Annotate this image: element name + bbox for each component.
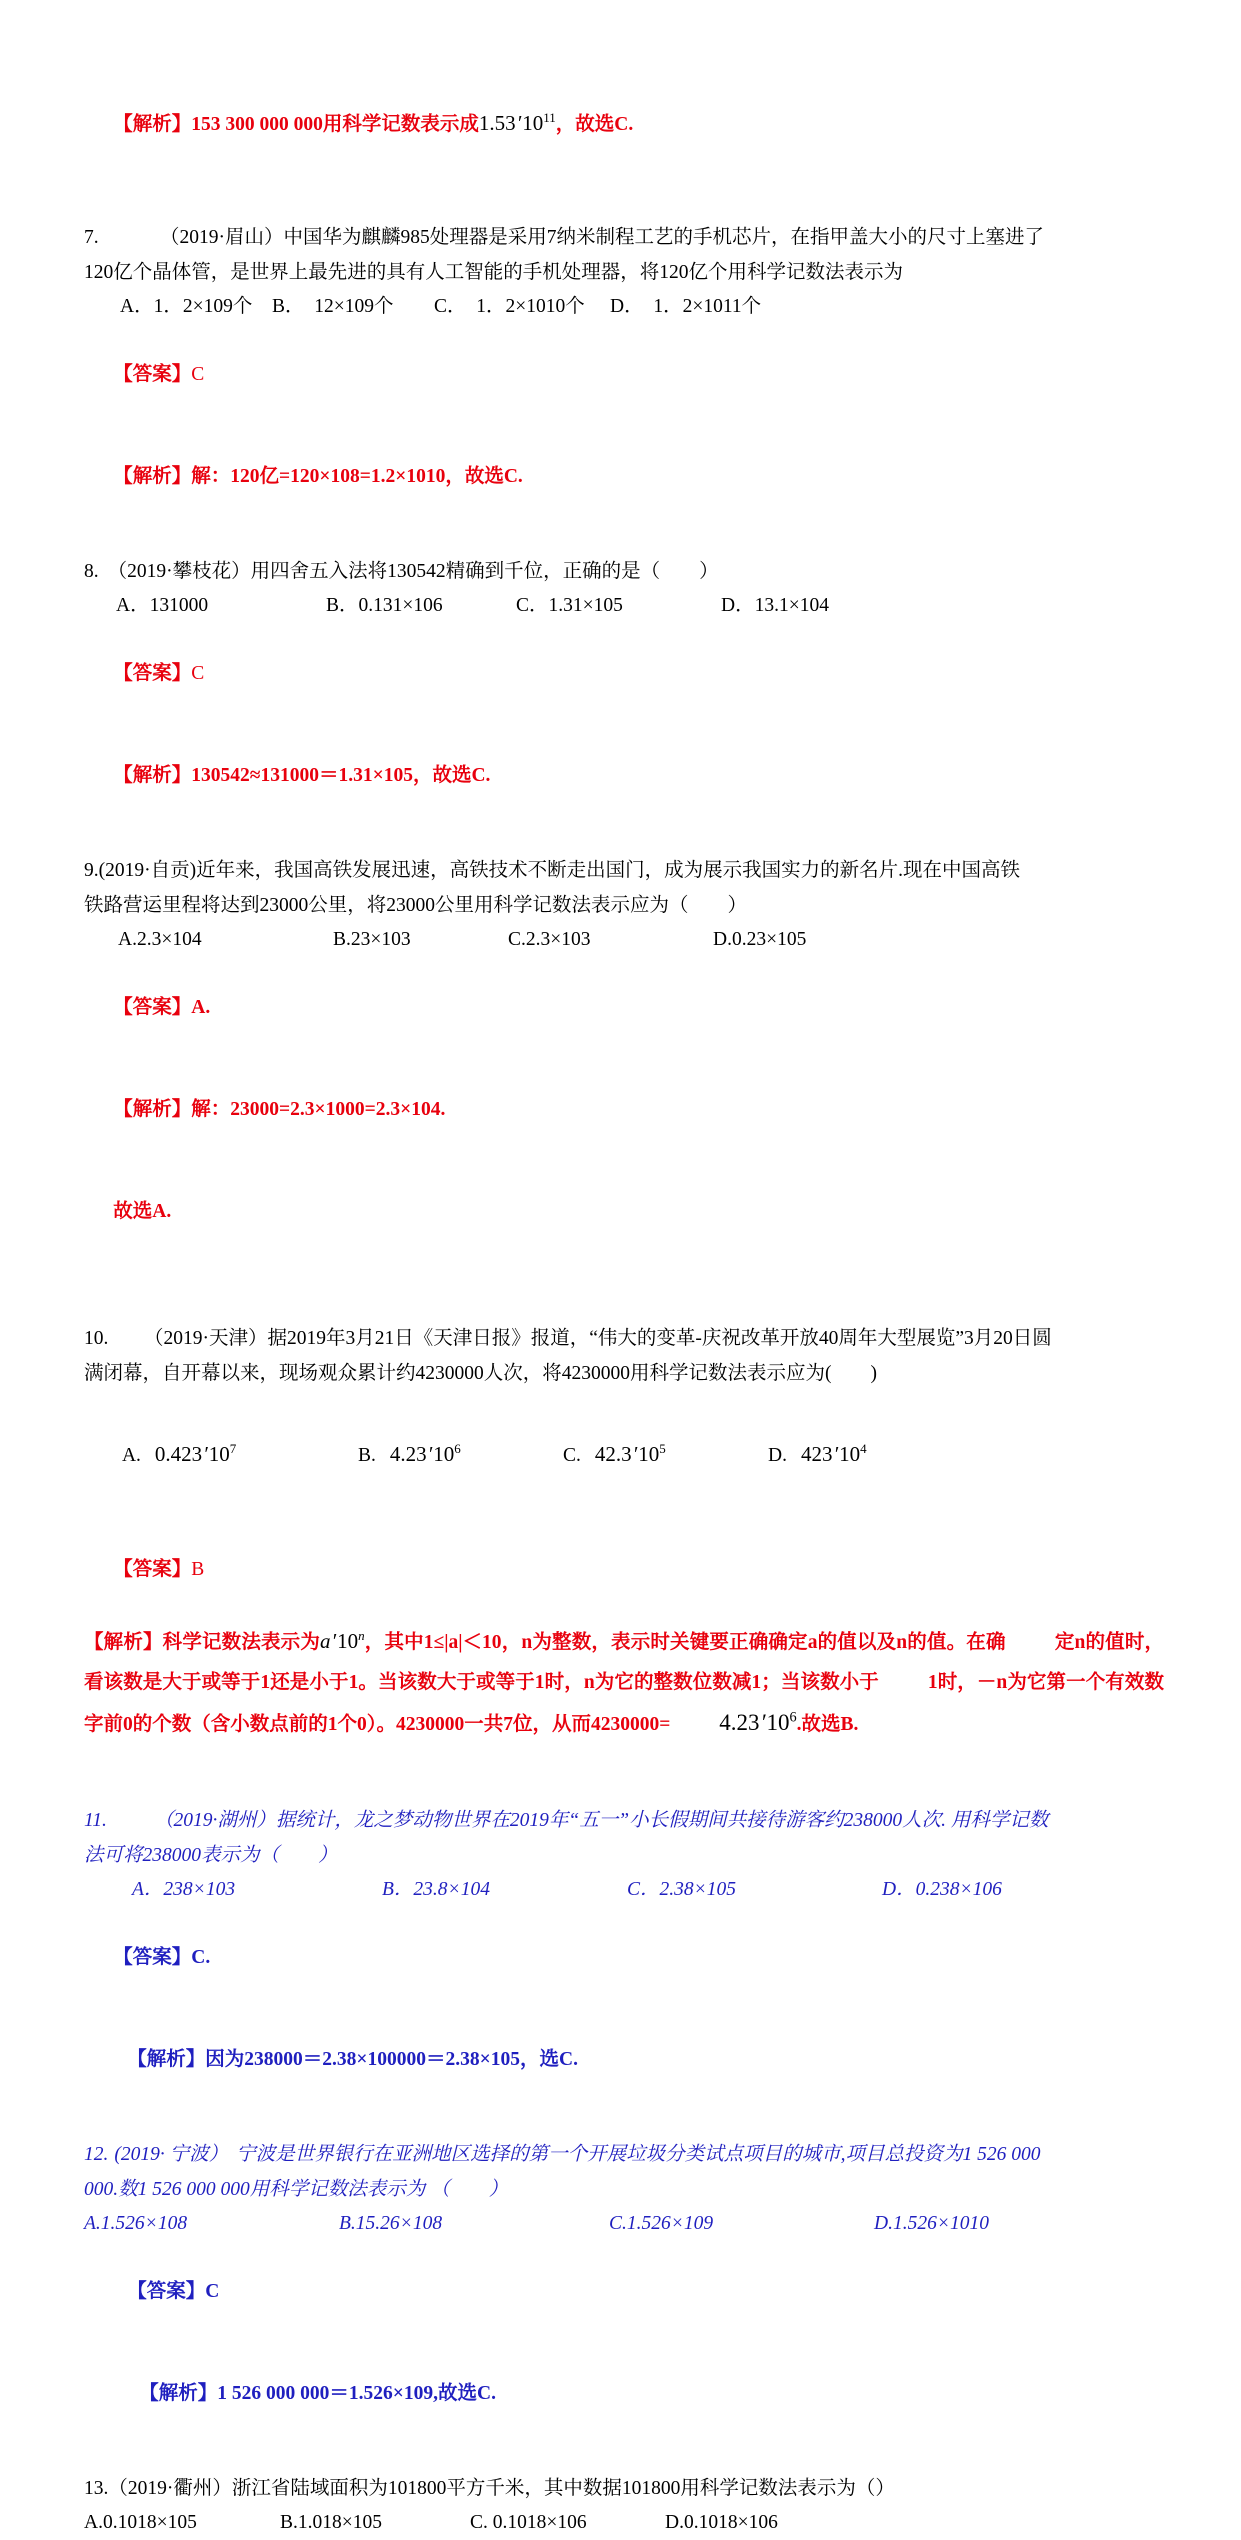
question-9-answer [84,957,1164,1059]
answer-label: 【答案】 [113,1559,192,1580]
option-a[interactable]: A.1.526×108 [84,2213,188,2234]
spacer [84,2111,1164,2137]
option-c-formula: $42.3'10^5$ [594,1441,666,1466]
question-12-stem-cont: 000.数1 526 000 000用科学记数法表示为 （ ） [84,2179,509,2200]
option-c[interactable]: C.2.3×103 [508,929,591,950]
option-d[interactable]: D.0.23×105 [713,929,807,950]
analysis-part-1: 科学记数法表示为 [162,1632,320,1653]
analysis-part-2: ，其中1≤|a|＜10，n为整数，表示时关键要正确确定a的值以及n的值。在确 [364,1632,1006,1653]
analysis-text-before: 153 300 000 000用科学记数表示成 [191,114,479,135]
question-13-stem-line1: 浙江省陆域面积为101800平方千米，其中数据101800用科学记数法表示为（） [231,2478,895,2499]
question-9-stem-line1: 近年来，我国高铁发展迅速，高铁技术不断走出国门，成为展示我国实力的新名片.现在中国高铁 [196,860,1020,881]
analysis-label: 【解析】 [113,765,192,786]
question-11-stem-line1: 据统计，龙之梦动物世界在2019年“五一”小长假期间共接待游客约238000人次. 用科学记数 [275,1810,1049,1831]
question-13-options [84,2506,1164,2540]
option-c[interactable]: C．2.38×105 [627,1879,737,1900]
question-10-analysis [84,1621,1164,1745]
question-10-options [84,1391,1164,1519]
answer-label: 【答案】 [113,364,192,385]
question-9-source: (2019·自贡) [98,860,197,881]
question-13-stem [84,2471,1164,2506]
analysis-text-after: ，故选C. [555,114,634,135]
option-a-letter: A. [121,1445,141,1466]
scientific-notation-formula: $1.53'10^{11}$ [478,110,556,135]
question-9-stem [84,853,1164,888]
option-b[interactable]: B． 12×109个 [272,296,394,317]
answer-label: 【答案】 [113,1947,192,1968]
option-d[interactable]: D． 1．2×1011个 [610,296,762,317]
option-b[interactable]: B.15.26×108 [339,2213,443,2234]
question-7-stem [84,220,1164,255]
option-c[interactable]: C． 1．2×1010个 [434,296,585,317]
question-8-options [84,589,1164,623]
question-9-analysis [84,1059,1164,1161]
analysis-label: 【解析】 [84,1632,163,1653]
document-content [84,72,1164,2540]
question-11-stem-cont: 法可将238000表示为（ ） [84,1845,338,1866]
answer-value: B [191,1559,205,1580]
question-9-analysis-cont: 故选A. [113,1201,172,1222]
question-12-number: 12. [84,2144,109,2165]
question-8-stem [84,554,1164,589]
question-12-analysis [84,2343,1164,2445]
question-10-source: （2019·天津） [144,1328,268,1349]
question-10-stem-cont: 满闭幕，自开幕以来，现场观众累计约4230000人次，将4230000用科学记数法表示应为( ) [84,1363,877,1384]
question-7-answer [84,324,1164,426]
question-8-analysis [84,725,1164,827]
answer-value: C [191,364,205,385]
option-a[interactable]: A．131000 [116,595,209,616]
spacer [84,528,1164,554]
spacer [84,1263,1164,1321]
analysis-label: 【解析】 [113,114,192,135]
option-c[interactable]: C. 0.1018×106 [470,2512,587,2533]
question-12-source: (2019· 宁波） [114,2144,229,2165]
option-a[interactable]: A.0.1018×105 [84,2512,197,2533]
analysis-part-4: 1时，－n为它第一个有效数字前0的个数（含小数点前的1个0）。4230000一共7位，从而4230000= [84,1672,1164,1735]
question-8-source: （2019·攀枝花） [107,561,251,582]
option-a[interactable] [84,1391,319,1519]
question-10-number: 10. [84,1328,109,1349]
analysis-text: 解：120亿=120×108=1.2×1010，故选C. [191,466,523,487]
spacer [84,827,1164,853]
option-d[interactable]: D．0.238×106 [882,1879,1002,1900]
analysis-formula-general: a′10$^n$ [320,1628,365,1653]
analysis-label: 【解析】 [139,2383,218,2404]
option-c[interactable]: C.1.526×109 [609,2213,714,2234]
analysis-text: 解：23000=2.3×1000=2.3×104. [191,1099,446,1120]
answer-label: 【答案】 [113,663,192,684]
option-d-formula: $423'10^4$ [800,1441,867,1466]
question-7-number: 7. [84,227,99,248]
option-c-letter: C. [563,1445,581,1466]
answer-value: A. [191,997,211,1018]
question-8-number: 8. [84,561,99,582]
analysis-part-5: .故选B. [796,1714,859,1735]
question-12-stem-line1: 宁波是世界银行在亚洲地区选择的第一个开展垃圾分类试点项目的城市,项目总投资为1 526 000 [236,2144,1041,2165]
option-b[interactable]: B．23.8×104 [382,1879,490,1900]
option-b-letter: B. [358,1445,376,1466]
question-11-source: （2019·湖州） [154,1810,276,1831]
question-12-answer [84,2241,1164,2343]
option-d[interactable]: D.0.1018×106 [665,2512,778,2533]
analysis-text: 1 526 000 000＝1.526×109,故选C. [217,2383,496,2404]
analysis-text: 130542≈131000＝1.31×105，故选C. [191,765,491,786]
question-7-analysis [84,426,1164,528]
spacer [84,1745,1164,1803]
question-8-stem-line1: 用四舍五入法将130542精确到千位，正确的是（ ） [250,561,719,582]
question-12-options [84,2207,1164,2241]
spacer [84,176,1164,220]
answer-value: C [205,2281,220,2302]
option-b[interactable]: B.1.018×105 [280,2512,383,2533]
top-analysis-line [84,72,1164,176]
question-10-stem [84,1321,1164,1356]
question-13-number: 13. [84,2478,109,2499]
option-d-letter: D. [768,1445,787,1466]
answer-label: 【答案】 [127,2281,206,2302]
answer-value: C. [191,1947,211,1968]
question-11-stem [84,1803,1164,1838]
option-a[interactable]: A．238×103 [132,1879,236,1900]
question-11-answer [84,1907,1164,2009]
analysis-label: 【解析】 [127,2049,206,2070]
question-7-source: （2019·眉山） [160,227,284,248]
answer-value: C [191,663,205,684]
analysis-label: 【解析】 [113,1099,192,1120]
analysis-formula-result: $4.23'10^6$ [719,1709,797,1735]
question-12-stem [84,2137,1164,2172]
question-10-answer [84,1519,1164,1621]
analysis-label: 【解析】 [113,466,192,487]
option-a[interactable]: A.2.3×104 [118,929,202,950]
analysis-text: 因为238000＝2.38×100000＝2.38×105，选C. [205,2049,578,2070]
question-7-stem-line1: 中国华为麒麟985处理器是采用7纳米制程工艺的手机芯片，在指甲盖大小的尺寸上塞进了 [283,227,1045,248]
spacer [84,2445,1164,2471]
option-a-formula: $0.423'10^7$ [154,1441,237,1466]
option-b[interactable] [319,1391,524,1519]
question-7-stem-cont: 120亿个晶体管，是世界上最先进的具有人工智能的手机处理器，将120亿个用科学记数法表示为 [84,262,904,283]
question-9-stem-cont: 铁路营运里程将达到23000公里，将23000公里用科学记数法表示应为（ ） [84,895,748,916]
question-13-source: （2019·衢州） [108,2478,232,2499]
question-8-answer [84,623,1164,725]
analysis-part-3: 定n的值时，看该数是大于或等于1还是小于1。当该数大于或等于1时，n为它的整数位数减1；当该数小于 [84,1632,1164,1693]
option-d[interactable]: D.1.526×1010 [874,2213,989,2234]
question-11-analysis [84,2009,1164,2111]
option-b[interactable]: B.23×103 [333,929,411,950]
option-c[interactable] [524,1391,729,1519]
option-b-formula: $4.23'10^6$ [389,1441,461,1466]
question-11-options [84,1873,1164,1907]
question-7-options [84,290,1164,324]
answer-label: 【答案】 [113,997,192,1018]
option-d[interactable]: D．13.1×104 [721,595,829,616]
option-c[interactable]: C．1.31×105 [516,595,623,616]
question-9-number: 9. [84,860,99,881]
question-9-options [84,923,1164,957]
question-10-stem-line1: 据2019年3月21日《天津日报》报道，“伟大的变革-庆祝改革开放40周年大型展览”3月20日圆 [267,1328,1052,1349]
option-b[interactable]: B．0.131×106 [326,595,443,616]
option-a[interactable]: A．1．2×109个 [120,296,253,317]
option-d[interactable] [729,1391,867,1519]
question-11-number: 11. [84,1810,107,1831]
